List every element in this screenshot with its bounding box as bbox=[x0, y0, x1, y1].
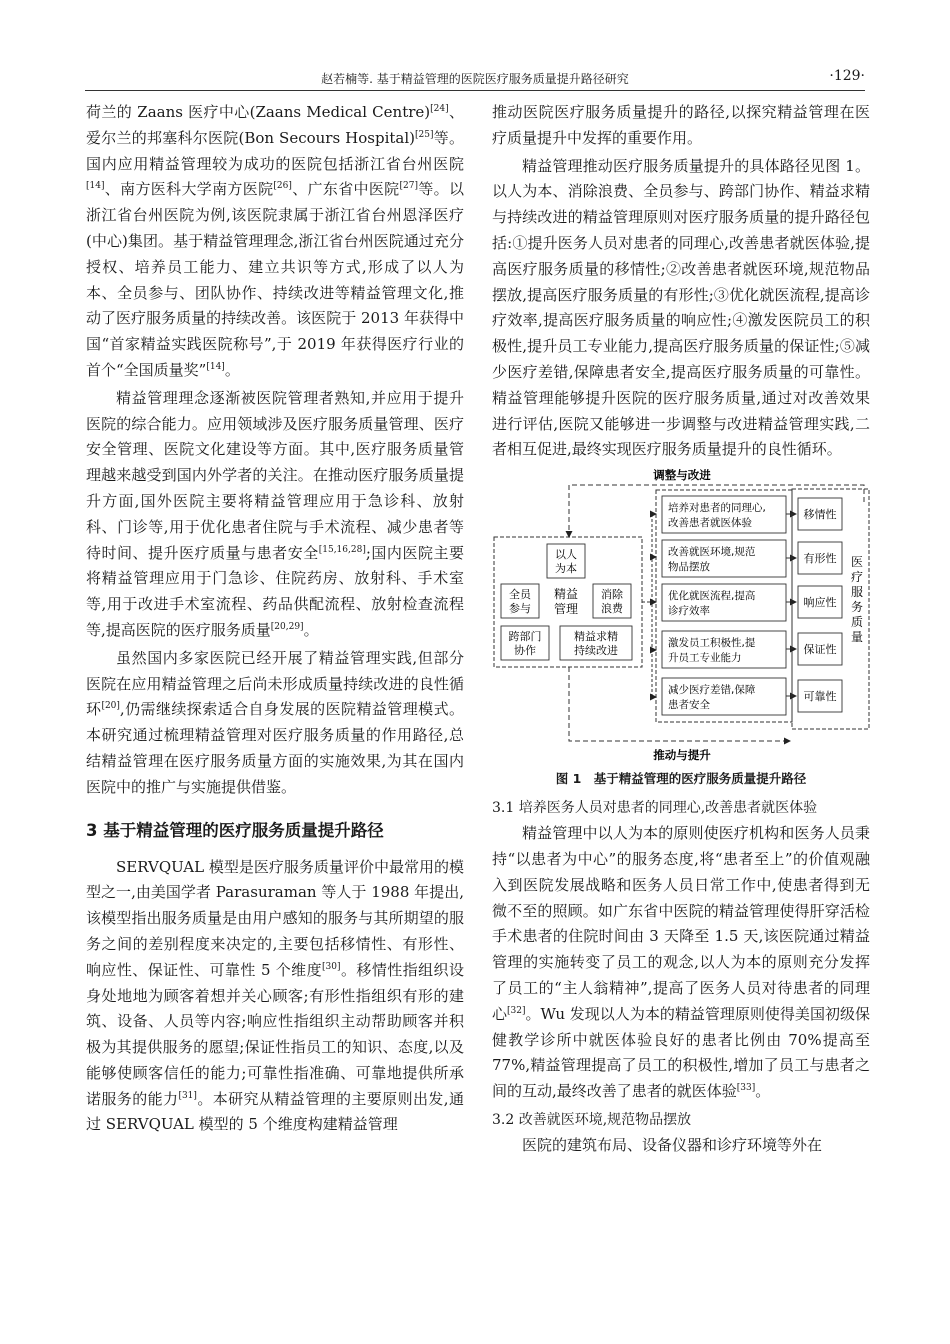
path-box-responsiveness bbox=[662, 584, 786, 621]
svg-text:激发员工积极性,提: 激发员工积极性,提 bbox=[668, 637, 756, 650]
citation: [24] bbox=[430, 104, 449, 114]
path-box-tangibles bbox=[662, 540, 786, 577]
path-box-assurance bbox=[662, 631, 786, 668]
citation: [15,16,28] bbox=[318, 544, 366, 555]
figure-caption: 图 1 基于精益管理的医疗服务质量提升路径 bbox=[555, 771, 807, 787]
paragraph-path-overview: 精益管理推动医疗服务质量提升的具体路径见图 1。以人为本、消除浪费、全员参与、跨部门协作、精益求精与持续改进的精益管理原则对医疗服务质量的提升路径包括:①提升医务人员对患者的同理心,改善患者就医体验,提高医疗服务质量的移情性;②改善患者就医环境,规范物品摆放,提高医疗服务质量的有形性;③优化就医流程,提高诊疗效率,提高医疗服务质量的响应性;④激发医院员工的积极性,提升员工专业能力,提高医疗服务质量的保证性;⑤减少医疗差错,保障患者安全,提高医疗服务质量的可靠性。精益管理能够提升医院的医疗服务质量,通过对改善效果进行评估,医院又能够进一步调整与改进精益管理实践,二者相互促进,最终实现医疗服务质量提升的良性循环。 bbox=[492, 156, 870, 459]
svg-text:疗: 疗 bbox=[850, 570, 864, 585]
svg-text:以人: 以人 bbox=[555, 548, 577, 562]
paragraph-lean-application: 精益管理理念逐渐被医院管理者熟知,并应用于提升医院的综合能力。应用领域涉及医疗服务质量管理、医疗安全管理、医院文化建设等方面。其中,医疗服务质量管理越来越受到国内外学者的关注。在推动医疗服务质量提升方面,国外医院主要将精益管理应用于急诊科、放射科、门诊等,用于优化患者住院与手术流程、减少患者等待时间、提升医疗质量与患者安全[15,16,28];国内医院主要将精益管理应用于门急诊、住院药房、放射科、手术室等,用于改进手术室流程、药品供配流程、放射检查流程等,提高医院的医疗服务质量[20,29]。 bbox=[86, 388, 464, 639]
svg-text:改善就医环境,规范: 改善就医环境,规范 bbox=[668, 546, 756, 559]
paragraph-research-purpose: 虽然国内多家医院已经开展了精益管理实践,但部分医院在应用精益管理之后尚未形成质量持续改进的良性循环[20],仍需继续探索适合自身发展的医院精益管理模式。本研究通过梳理精益管理对医疗服务质量的作用路径,总结精益管理在医疗服务质量方面的实施效果,为其在国内医院中的推广与实施提供借鉴。 bbox=[86, 648, 464, 796]
svg-text:跨部门: 跨部门 bbox=[508, 630, 542, 644]
svg-text:有形性: 有形性 bbox=[803, 552, 837, 566]
citation: [33] bbox=[736, 1083, 756, 1094]
diagram-canvas bbox=[492, 467, 870, 767]
svg-text:医: 医 bbox=[850, 555, 864, 570]
subsection-title-3-2: 3.2 改善就医环境,规范物品摆放 bbox=[492, 1111, 692, 1128]
left-column bbox=[86, 100, 464, 1138]
citation: [20] bbox=[101, 701, 120, 712]
svg-text:量: 量 bbox=[850, 630, 864, 645]
feedback-label: 调整与改进 bbox=[653, 468, 711, 483]
right-column bbox=[492, 100, 870, 1159]
paragraph-environment: 医院的建筑布局、设备仪器和诊疗环境等外在 bbox=[522, 1135, 823, 1154]
svg-text:精益求精: 精益求精 bbox=[574, 630, 618, 644]
paragraph-servqual: SERVQUAL 模型是医疗服务质量评价中最常用的模型之一,由美国学者 Parasuraman 等人于 1988 年提出,该模型指出服务质量是由用户感知的服务与其所期望的服务之间的差别程度来决定的,主要包括移情性、有形性、响应性、保证性、可靠性 5 个维度[30]。移情性指组织设身处地地为顾客着想并关心顾客;有形性指组织有形的建筑、设备、人员等内容;响应性指组织主动帮助顾客并积极为其提供服务的愿望;保证性指员工的知识、态度,以及能够使顾客信任的能力;可靠性指准确、可靠地提供所承诺服务的能力[31]。本研究从精益管理的主要原则出发,通过 SERVQUAL 模型的 5 个维度构建精益管理 bbox=[86, 857, 464, 1134]
svg-text:物品摆放: 物品摆放 bbox=[668, 561, 710, 574]
header-rule bbox=[85, 90, 865, 91]
svg-text:参与: 参与 bbox=[509, 602, 531, 616]
branch-connector bbox=[642, 514, 652, 697]
svg-text:保证性: 保证性 bbox=[803, 643, 837, 657]
figure-1-diagram bbox=[492, 467, 870, 769]
svg-text:可靠性: 可靠性 bbox=[803, 690, 837, 704]
svg-text:减少医疗差错,保障: 减少医疗差错,保障 bbox=[668, 684, 756, 697]
svg-text:改善患者就医体验: 改善患者就医体验 bbox=[668, 517, 752, 530]
svg-text:为本: 为本 bbox=[555, 562, 577, 576]
subsection-title-3-1: 3.1 培养医务人员对患者的同理心,改善患者就医体验 bbox=[492, 800, 818, 817]
svg-text:浪费: 浪费 bbox=[601, 602, 623, 616]
svg-text:优化就医流程,提高: 优化就医流程,提高 bbox=[668, 590, 756, 603]
citation: [31] bbox=[178, 1090, 197, 1101]
svg-text:服: 服 bbox=[850, 585, 864, 600]
svg-text:消除: 消除 bbox=[601, 588, 623, 602]
paragraph-continuation: 推动医院医疗服务质量提升的路径,以探究精益管理在医疗质量提升中发挥的重要作用。 bbox=[492, 103, 870, 147]
section-title: 3 基于精益管理的医疗服务质量提升路径 bbox=[86, 820, 384, 840]
citation: [26] bbox=[273, 181, 292, 192]
running-title: 赵若楠等. 基于精益管理的医院医疗服务质量提升路径研究 bbox=[321, 72, 629, 86]
running-header bbox=[85, 68, 865, 88]
path-box-reliability bbox=[662, 678, 786, 715]
medical-service-quality-label bbox=[851, 555, 863, 644]
paragraph-empathy: 精益管理中以人为本的原则使医疗机构和医务人员秉持“以患者为中心”的服务态度,将“患者至上”的价值观融入到医院发展战略和医务人员日常工作中,使患者得到无微不至的照顾。如广东省中医院的精益管理使得肝穿活检手术患者的住院时间由 3 天降至 1.5 天,该医院通过精益管理的实施转变了员工的观念,以人为本的原则充分发挥了员工的“主人翁精神”,提高了医务人员对待患者的同理心[32]。Wu 发现以人为本的精益管理原则使得美国初级保健教学诊所中就医体验良好的患者比例由 70%提高至 77%,精益管理提高了员工的积极性,增加了员工与患者之间的互动,最终改善了患者的就医体验[33]。 bbox=[492, 824, 870, 1101]
svg-text:移情性: 移情性 bbox=[803, 508, 837, 522]
svg-text:诊疗效率: 诊疗效率 bbox=[668, 605, 710, 618]
svg-text:协作: 协作 bbox=[514, 644, 536, 658]
svg-text:持续改进: 持续改进 bbox=[574, 644, 618, 658]
svg-text:响应性: 响应性 bbox=[803, 596, 837, 610]
citation: [14] bbox=[86, 181, 105, 192]
svg-text:质: 质 bbox=[850, 615, 864, 630]
citation: [27] bbox=[399, 181, 418, 192]
svg-text:升员工专业能力: 升员工专业能力 bbox=[668, 652, 742, 665]
progress-label: 推动与提升 bbox=[653, 748, 711, 763]
svg-text:患者安全: 患者安全 bbox=[668, 699, 710, 712]
page-number: ·129· bbox=[829, 68, 865, 84]
citation: [32] bbox=[507, 1005, 526, 1016]
citation: [30] bbox=[322, 961, 341, 972]
svg-text:全员: 全员 bbox=[509, 588, 531, 602]
svg-text:培养对患者的同理心,: 培养对患者的同理心, bbox=[668, 502, 766, 515]
citation: [25] bbox=[415, 129, 434, 140]
svg-text:务: 务 bbox=[850, 600, 864, 615]
paragraph-lean-hospitals: 荷兰的 Zaans 医疗中心(Zaans Medical Centre)[24]、爱尔兰的邦塞科尔医院(Bon Secours Hospital)[25]等。国内应用精益管理较为成功的医院包括浙江省台州医院[14]、南方医科大学南方医院[26]、广东省中医院[27]等。以浙江省台州医院为例,该医院隶属于浙江省台州恩泽医疗(中心)集团。基于精益管理理念,浙江省台州医院通过充分授权、培养员工能力、建立共识等方式,形成了以人为本、全员参与、团队协作、持续改进等精益管理文化,推动了医疗服务质量的持续改善。该医院于 2013 年获得中国“首家精益实践医院称号”,于 2019 年获得医疗行业的首个“全国质量奖”[14]。 bbox=[86, 103, 464, 379]
path-box-empathy bbox=[662, 496, 786, 533]
citation: [14] bbox=[206, 361, 225, 372]
citation: [20,29] bbox=[270, 621, 304, 632]
lean-management-label: 精益 bbox=[553, 587, 579, 602]
svg-text:管理: 管理 bbox=[553, 602, 579, 617]
